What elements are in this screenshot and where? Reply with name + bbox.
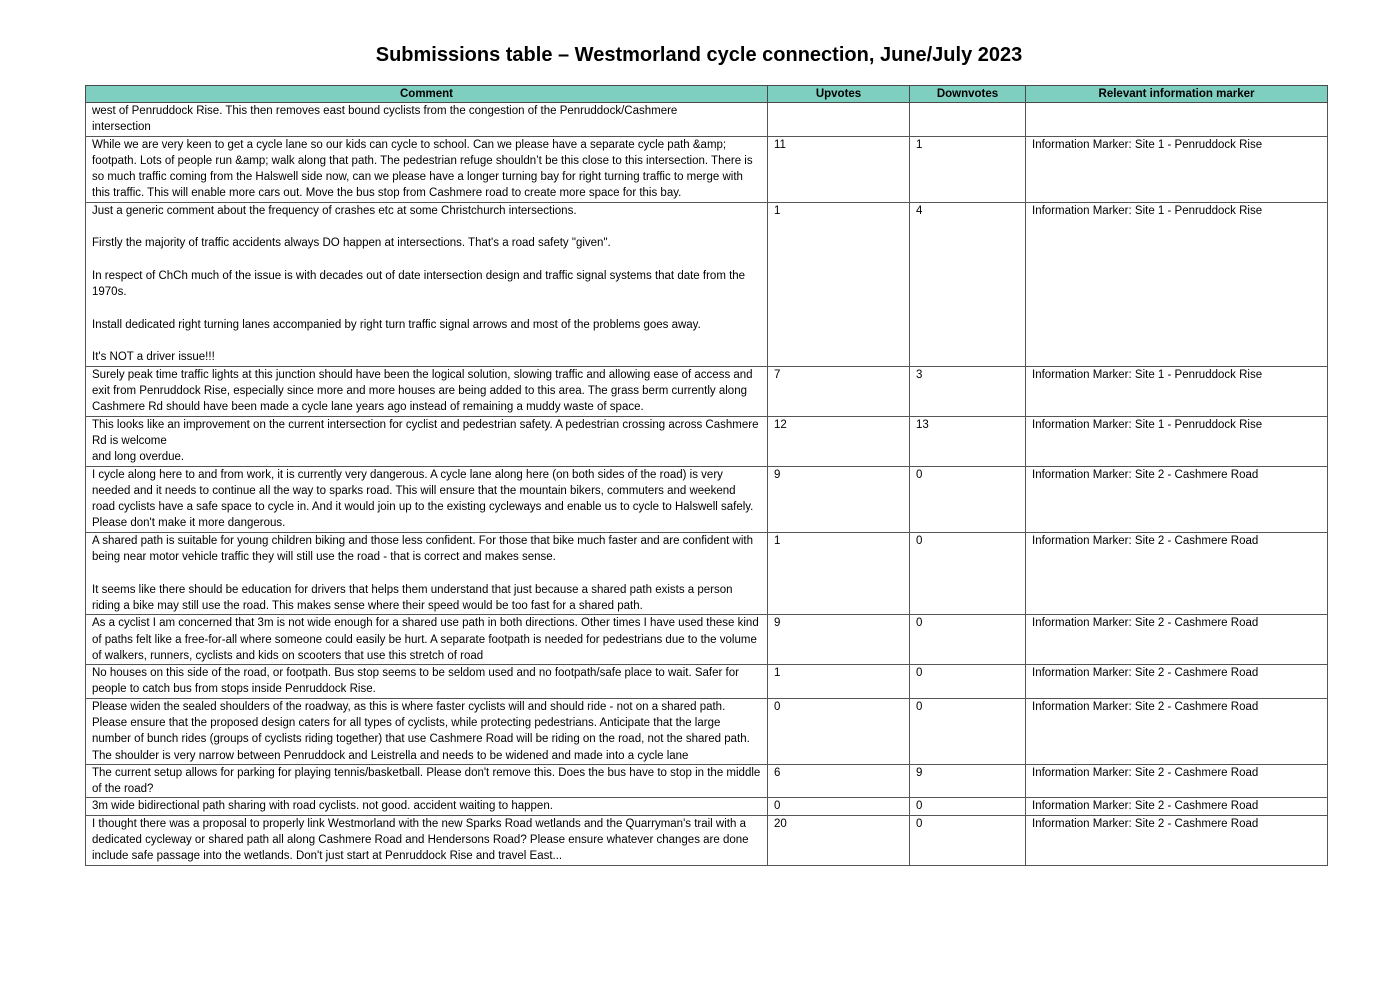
cell-comment: As a cyclist I am concerned that 3m is not wide enough for a shared use path in both directions. Other times I have used these kind of paths felt like a free-for-all where someone could easily be hurt. A separate footpath is needed for pedestrians due to the volume of walkers, runners, cyclists and kids on scooters that use this stretch of road	[86, 615, 768, 665]
cell-upvotes: 1	[768, 532, 910, 614]
header-comment: Comment	[86, 86, 768, 103]
header-upvotes: Upvotes	[768, 86, 910, 103]
cell-upvotes: 9	[768, 615, 910, 665]
cell-downvotes: 0	[910, 798, 1026, 815]
cell-marker: Information Marker: Site 2 - Cashmere Road	[1026, 665, 1328, 699]
cell-marker: Information Marker: Site 2 - Cashmere Road	[1026, 466, 1328, 532]
table-row	[86, 103, 1328, 137]
header-row	[86, 86, 1328, 103]
table-row	[86, 366, 1328, 416]
cell-upvotes: 7	[768, 366, 910, 416]
cell-marker	[1026, 103, 1328, 137]
table-row	[86, 416, 1328, 466]
cell-marker: Information Marker: Site 1 - Penruddock Rise	[1026, 202, 1328, 366]
cell-downvotes	[910, 103, 1026, 137]
cell-comment: I thought there was a proposal to properly link Westmorland with the new Sparks Road wetlands and the Quarryman's trail with a dedicated cycleway or shared path all along Cashmere Road and Hendersons Road? Please ensure whatever changes are done include safe passage into the wetlands. Don't just start at Penruddock Rise and travel East...	[86, 815, 768, 865]
cell-comment: No houses on this side of the road, or footpath. Bus stop seems to be seldom used and no footpath/safe place to wait. Safer for people to catch bus from stops inside Penruddock Rise.	[86, 665, 768, 699]
header-marker: Relevant information marker	[1026, 86, 1328, 103]
cell-marker: Information Marker: Site 2 - Cashmere Road	[1026, 764, 1328, 798]
cell-upvotes: 11	[768, 136, 910, 202]
table-row	[86, 665, 1328, 699]
cell-marker: Information Marker: Site 2 - Cashmere Road	[1026, 815, 1328, 865]
cell-marker: Information Marker: Site 2 - Cashmere Road	[1026, 532, 1328, 614]
table-row	[86, 202, 1328, 366]
cell-downvotes: 0	[910, 698, 1026, 764]
cell-downvotes: 0	[910, 615, 1026, 665]
cell-comment: Just a generic comment about the frequency of crashes etc at some Christchurch intersections. Firstly the majority of traffic accidents always DO happen at intersections. That's a road safety "given". In respect of ChCh much of the issue is with decades out of date intersection design and traffic signal systems that date from the 1970s. Install dedicated right turning lanes accompanied by right turn traffic signal arrows and most of the problems goes away. It's NOT a driver issue!!!	[86, 202, 768, 366]
cell-downvotes: 0	[910, 815, 1026, 865]
cell-comment: A shared path is suitable for young children biking and those less confident. For those that bike much faster and are confident with being near motor vehicle traffic they will still use the road - that is correct and makes sense. It seems like there should be education for drivers that helps them understand that just because a shared path exists a person riding a bike may still use the road. This makes sense where their speed would be too fast for a shared path.	[86, 532, 768, 614]
cell-downvotes: 3	[910, 366, 1026, 416]
cell-upvotes: 0	[768, 798, 910, 815]
header-downvotes: Downvotes	[910, 86, 1026, 103]
cell-downvotes: 0	[910, 665, 1026, 699]
table-row	[86, 798, 1328, 815]
cell-downvotes: 13	[910, 416, 1026, 466]
table-row	[86, 815, 1328, 865]
cell-marker: Information Marker: Site 1 - Penruddock Rise	[1026, 136, 1328, 202]
table-row	[86, 466, 1328, 532]
table-row	[86, 136, 1328, 202]
cell-comment: I cycle along here to and from work, it is currently very dangerous. A cycle lane along here (on both sides of the road) is very needed and it needs to continue all the way to sparks road. This will ensure that the mountain bikers, commuters and weekend road cyclists have a safe space to cycle in. And it would join up to the existing cycleways and enable us to cycle to Halswell safely. Please don't make it more dangerous.	[86, 466, 768, 532]
cell-marker: Information Marker: Site 1 - Penruddock Rise	[1026, 366, 1328, 416]
cell-marker: Information Marker: Site 2 - Cashmere Road	[1026, 798, 1328, 815]
table-row	[86, 764, 1328, 798]
cell-upvotes: 0	[768, 698, 910, 764]
table-row	[86, 698, 1328, 764]
cell-upvotes: 1	[768, 202, 910, 366]
cell-upvotes: 9	[768, 466, 910, 532]
table-header	[86, 86, 1328, 103]
cell-comment: Please widen the sealed shoulders of the roadway, as this is where faster cyclists will and should ride - not on a shared path. Please ensure that the proposed design caters for all types of cyclists, while protecting pedestrians. Anticipate that the large number of bunch rides (groups of cyclists riding together) that use Cashmere Road will be riding on the road, not the shared path. The shoulder is very narrow between Penruddock and Leistrella and needs to be widened and made into a cycle lane	[86, 698, 768, 764]
cell-comment: While we are very keen to get a cycle lane so our kids can cycle to school. Can we please have a separate cycle path &amp; footpath. Lots of people run &amp; walk along that path. The pedestrian refuge shouldn’t be this close to this intersection. There is so much traffic coming from the Halswell side now, can we please have a longer turning bay for right turning traffic to merge with this traffic. This will enable more cars out. Move the bus stop from Cashmere road to create more space for this bay.	[86, 136, 768, 202]
cell-comment: west of Penruddock Rise. This then removes east bound cyclists from the congestion of the Penruddock/Cashmere intersection	[86, 103, 768, 137]
cell-downvotes: 4	[910, 202, 1026, 366]
cell-upvotes	[768, 103, 910, 137]
cell-marker: Information Marker: Site 2 - Cashmere Road	[1026, 698, 1328, 764]
cell-comment: This looks like an improvement on the current intersection for cyclist and pedestrian safety. A pedestrian crossing across Cashmere Rd is welcome and long overdue.	[86, 416, 768, 466]
cell-downvotes: 0	[910, 532, 1026, 614]
cell-upvotes: 12	[768, 416, 910, 466]
cell-upvotes: 6	[768, 764, 910, 798]
cell-downvotes: 0	[910, 466, 1026, 532]
table-body	[86, 103, 1328, 866]
cell-comment: 3m wide bidirectional path sharing with road cyclists. not good. accident waiting to happen.	[86, 798, 768, 815]
submissions-table	[85, 85, 1328, 866]
cell-comment: The current setup allows for parking for playing tennis/basketball. Please don't remove this. Does the bus have to stop in the middle of the road?	[86, 764, 768, 798]
cell-marker: Information Marker: Site 2 - Cashmere Road	[1026, 615, 1328, 665]
table-row	[86, 532, 1328, 614]
cell-downvotes: 1	[910, 136, 1026, 202]
table-row	[86, 615, 1328, 665]
cell-upvotes: 1	[768, 665, 910, 699]
cell-comment: Surely peak time traffic lights at this junction should have been the logical solution, slowing traffic and allowing ease of access and exit from Penruddock Rise, especially since more and more houses are being added to this area. The grass berm currently along Cashmere Rd should have been made a cycle lane years ago instead of remaining a muddy waste of space.	[86, 366, 768, 416]
cell-upvotes: 20	[768, 815, 910, 865]
cell-downvotes: 9	[910, 764, 1026, 798]
cell-marker: Information Marker: Site 1 - Penruddock Rise	[1026, 416, 1328, 466]
page-title: Submissions table – Westmorland cycle connection, June/July 2023	[375, 44, 1023, 66]
